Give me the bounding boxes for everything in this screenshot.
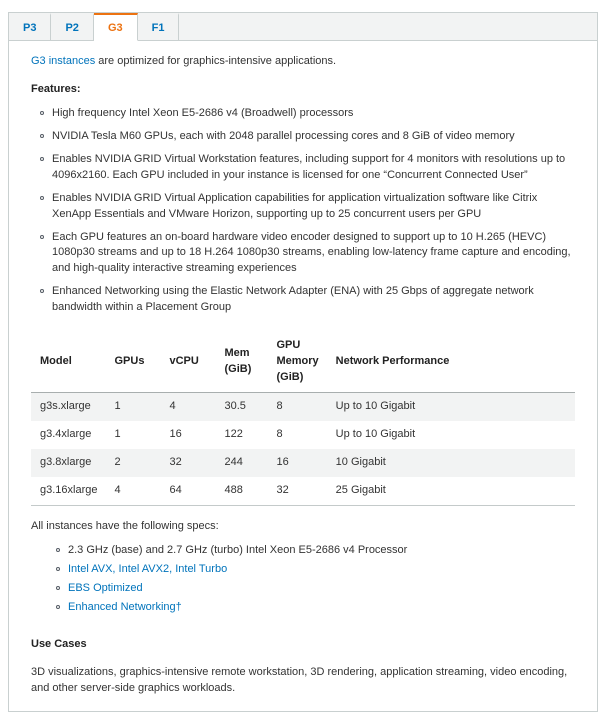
- specs-heading: All instances have the following specs:: [31, 519, 219, 532]
- cell-gpus: 2: [106, 449, 161, 477]
- spec-text: 2.3 GHz (base) and 2.7 GHz (turbo) Intel Xeon E5-2686 v4 Processor: [68, 543, 408, 556]
- list-item: [40, 284, 575, 316]
- column-header-network-performance: Network Performance: [327, 332, 575, 392]
- cell-vcpu: 4: [161, 393, 216, 421]
- list-item: [56, 543, 575, 559]
- tab-p2[interactable]: P2: [51, 13, 93, 41]
- cell-gpus: 1: [114, 427, 121, 440]
- cell-gpus: 4: [106, 477, 161, 505]
- column-header-model: Model: [31, 332, 106, 392]
- table-row: [31, 449, 575, 477]
- cell-mem: 244: [216, 449, 268, 477]
- table-header-row: [31, 332, 575, 392]
- list-item: [56, 581, 575, 597]
- list-item: [40, 230, 575, 278]
- list-item: [40, 191, 575, 223]
- column-header-mem: Mem (GiB): [216, 332, 268, 392]
- list-item: [56, 600, 575, 616]
- cell-model: g3.4xlarge: [40, 427, 92, 440]
- bullet-icon: [40, 111, 44, 115]
- bullet-icon: [56, 586, 60, 590]
- tab-bar-filler: [179, 13, 597, 41]
- table-row: [31, 421, 575, 449]
- bullet-icon: [56, 567, 60, 571]
- cell-gpu-memory: 8: [268, 393, 327, 421]
- tab-bar: [8, 12, 598, 41]
- g3-instances-link[interactable]: G3 instances: [31, 55, 96, 67]
- cell-gpu-memory: 8: [276, 427, 283, 440]
- feature-text: High frequency Intel Xeon E5-2686 v4 (Broadwell) processors: [52, 106, 354, 119]
- bullet-icon: [40, 157, 44, 161]
- use-cases-paragraph: 3D visualizations, graphics-intensive remote workstation, 3D rendering, application streaming, video encoding, and other server-side graphics workloads.: [31, 666, 568, 695]
- cell-gpu-memory: 16: [268, 449, 327, 477]
- bullet-icon: [56, 548, 60, 552]
- tab-f1[interactable]: F1: [138, 13, 180, 41]
- features-heading: Features:: [31, 82, 81, 95]
- cell-mem: 30.5: [216, 393, 268, 421]
- tab-g3[interactable]: G3: [94, 13, 138, 41]
- feature-text: Enables NVIDIA GRID Virtual Workstation features, including support for 4 monitors with resolutions up to 4096x2160. Each GPU included in your instance is licensed for one “Concurrent Connected User”: [52, 152, 566, 181]
- cell-model: g3s.xlarge: [31, 393, 106, 421]
- feature-text: Enhanced Networking using the Elastic Network Adapter (ENA) with 25 Gbps of aggregate network bandwidth within a Placement Group: [52, 285, 534, 314]
- cell-network: Up to 10 Gigabit: [327, 393, 575, 421]
- list-item: [40, 106, 575, 122]
- cell-mem: 122: [224, 427, 243, 440]
- feature-text: Each GPU features an on-board hardware video encoder designed to support up to 10 H.265 (HEVC) 1080p30 streams and up to 18 H.264 1080p30 streams, enabling low-latency frame capture and encoding, and high-quality interactive streaming experiences: [52, 230, 571, 275]
- cell-vcpu: 64: [161, 477, 216, 505]
- bullet-icon: [40, 235, 44, 239]
- feature-text: Enables NVIDIA GRID Virtual Application capabilities for application virtualization software like Citrix XenApp Essentials and VMware Horizon, supporting up to 25 concurrent users per GPU: [52, 191, 538, 220]
- cell-network: Up to 10 Gigabit: [335, 427, 416, 440]
- bullet-icon: [40, 196, 44, 200]
- table-row: [31, 393, 575, 421]
- feature-text: NVIDIA Tesla M60 GPUs, each with 2048 parallel processing cores and 8 GiB of video memory: [52, 129, 515, 142]
- bullet-icon: [56, 605, 60, 609]
- tab-content-g3: [8, 41, 598, 712]
- bullet-icon: [40, 289, 44, 293]
- common-specs-list: [31, 543, 575, 616]
- use-cases-heading: Use Cases: [31, 638, 87, 651]
- table-row: [31, 477, 575, 505]
- cell-model: g3.8xlarge: [31, 449, 106, 477]
- list-item: [40, 152, 575, 184]
- enhanced-networking-link[interactable]: Enhanced Networking†: [68, 600, 182, 613]
- list-item: [40, 129, 575, 145]
- intro-paragraph: [31, 54, 575, 70]
- column-header-gpus: GPUs: [106, 332, 161, 392]
- cell-network: 25 Gigabit: [327, 477, 575, 505]
- list-item: [56, 562, 575, 578]
- ebs-optimized-link[interactable]: EBS Optimized: [68, 581, 143, 594]
- cell-gpus: 1: [106, 393, 161, 421]
- tab-p3[interactable]: P3: [9, 13, 51, 41]
- cell-network: 10 Gigabit: [327, 449, 575, 477]
- cell-model: g3.16xlarge: [31, 477, 106, 505]
- intro-text: are optimized for graphics-intensive applications.: [95, 55, 337, 67]
- instance-type-panel: [8, 12, 598, 712]
- cell-mem: 488: [216, 477, 268, 505]
- cell-gpu-memory: 32: [268, 477, 327, 505]
- features-list: [31, 106, 575, 316]
- column-header-gpu-memory: GPU Memory (GiB): [268, 332, 327, 392]
- bullet-icon: [40, 134, 44, 138]
- cell-vcpu: 16: [169, 427, 182, 440]
- intel-avx-links[interactable]: Intel AVX, Intel AVX2, Intel Turbo: [68, 562, 228, 575]
- column-header-vcpu: vCPU: [161, 332, 216, 392]
- cell-vcpu: 32: [161, 449, 216, 477]
- instance-spec-table: [31, 332, 575, 506]
